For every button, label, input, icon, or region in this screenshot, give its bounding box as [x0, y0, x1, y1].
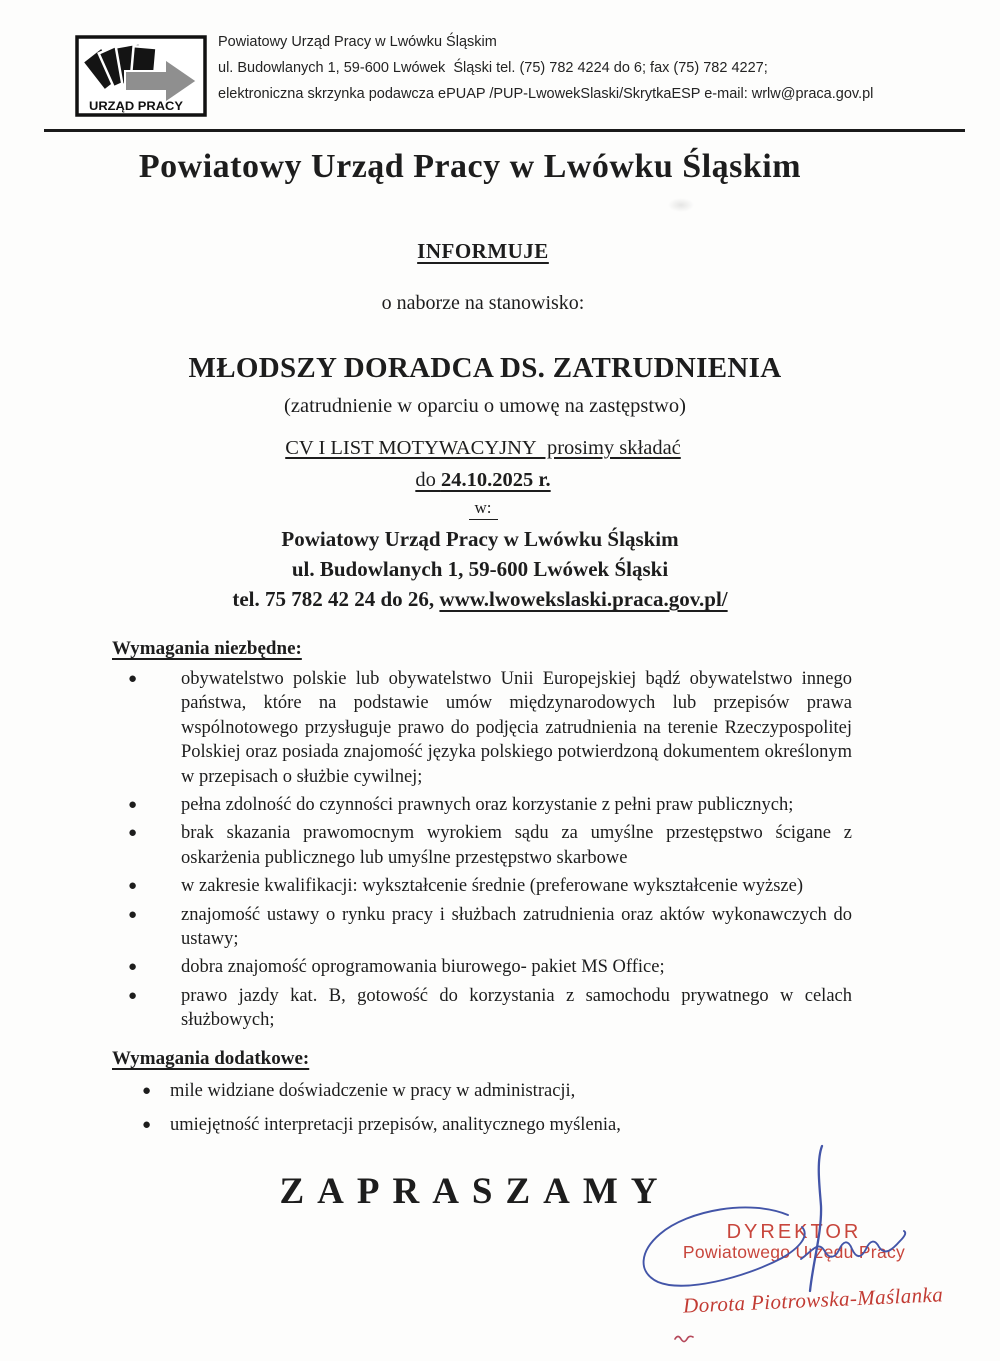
scan-mark-stroke: [675, 1336, 693, 1341]
bullet-icon: ●: [128, 671, 138, 687]
list-item: [112, 667, 852, 789]
logo-caption: URZĄD PRACY: [89, 99, 183, 113]
additional-heading: Wymagania dodatkowe:: [112, 1048, 310, 1069]
letterhead-divider: [44, 129, 965, 132]
deadline-line: [0, 469, 966, 492]
informs-label: INFORMUJE: [417, 239, 549, 263]
deadline-prefix: do: [415, 469, 441, 491]
list-item: [112, 874, 852, 898]
submit-instruction: CV I LIST MOTYWACYJNY prosimy składać: [285, 437, 681, 459]
stamp-title: DYREKTOR: [726, 1221, 862, 1243]
list-item: [112, 821, 852, 870]
requirement-text: pełna zdolność do czynności prawnych oraz korzystanie z pełni praw publicznych;: [181, 795, 794, 816]
signature-loop-stroke: [644, 1207, 805, 1285]
list-item: [112, 793, 852, 817]
position-note: (zatrudnienie w oparciu o umowę na zastępstwo): [284, 395, 686, 417]
closing-invitation: ZAPRASZAMY: [279, 1171, 671, 1212]
scan-mark-icon: [668, 1328, 708, 1346]
bullet-icon: ●: [128, 825, 138, 842]
list-item: [112, 984, 852, 1033]
requirement-text: prawo jazdy kat. B, gotowość do korzystania z samochodu prywatnego w celach służbowych;: [181, 985, 852, 1031]
additional-text: mile widziane doświadczenie w pracy w administracji,: [170, 1081, 576, 1101]
bullet-icon: ●: [128, 797, 138, 814]
additional-text: umiejętność interpretacji przepisów, analitycznego myślenia,: [170, 1115, 621, 1136]
bullet-icon: ●: [128, 906, 138, 923]
bullet-icon: ●: [128, 878, 138, 895]
bullet-icon: ●: [142, 1117, 152, 1134]
document-title: Powiatowy Urząd Pracy w Lwówku Śląskim: [138, 148, 802, 185]
letterhead-epuap-email: elektroniczna skrzynka podawcza ePUAP /PUP-LwowekSlaski/SkrytkaESP e-mail: wrlw@praca.gov.pl: [218, 86, 874, 102]
requirement-text: brak skazania prawomocnym wyrokiem sądu za umyślne przestępstwo ścigane z oskarżenia publicznego lub umyślne przestępstwo skarbowe: [181, 823, 852, 868]
in-label-line: [0, 498, 966, 520]
office-website-url: www.lwowekslaski.praca.gov.pl/: [439, 587, 728, 611]
signature-vertical-stroke: [810, 1146, 822, 1291]
bullet-icon: ●: [128, 987, 138, 1004]
list-item: [112, 955, 852, 979]
urzad-pracy-logo: [75, 35, 207, 117]
handwritten-signature: [600, 1128, 960, 1313]
office-name: Powiatowy Urząd Pracy w Lwówku Śląskim: [281, 527, 679, 551]
list-item: [112, 903, 852, 952]
office-phone: tel. 75 782 42 24 do 26,: [232, 587, 440, 611]
requirement-text: obywatelstwo polskie lub obywatelstwo Unii Europejskiej bądź obywatelstwo innego państwa, które na podstawie umów międzynarodowych lub przepisów prawa wspólnotowego przysługuje prawo do podjęcia zatrudnienia na terenie Rzeczypospolitej Polskiej oraz posiada znajomość języka polskiego potwierdzoną dokumentem określonym w przepisach o służbie cywilnej;: [181, 669, 852, 787]
requirement-text: znajomość ustawy o rynku pracy i służbach zatrudnienia oraz aktów wykonawczych do ustawy;: [181, 904, 852, 950]
office-phone-website: [0, 587, 960, 612]
stamp-organization: Powiatowego Urzędu Pracy: [682, 1242, 906, 1262]
bullet-icon: ●: [142, 1083, 152, 1099]
letterhead-address-phone: ul. Budowlanych 1, 59-600 Lwówek Śląski tel. (75) 782 4224 do 6; fax (75) 782 4227;: [218, 60, 768, 76]
requirement-text: w zakresie kwalifikacji: wykształcenie średnie (preferowane wykształcenie wyższe): [181, 876, 804, 897]
intro-line: o naborze na stanowisko:: [381, 292, 585, 314]
requirements-heading: Wymagania niezbędne:: [112, 638, 302, 659]
signer-name-stamp: Dorota Piotrowska-Maślanka: [682, 1282, 944, 1318]
letterhead-office-name: Powiatowy Urząd Pracy w Lwówku Śląskim: [218, 34, 497, 50]
letterhead-contact-block: [218, 29, 938, 107]
bullet-icon: ●: [128, 959, 138, 976]
list-item: [138, 1079, 758, 1103]
office-street: ul. Budowlanych 1, 59-600 Lwówek Śląski: [291, 557, 669, 581]
requirement-text: dobra znajomość oprogramowania biurowego- pakiet MS Office;: [181, 957, 665, 978]
in-label: w:: [469, 498, 498, 520]
position-title: MŁODSZY DORADCA DS. ZATRUDNIENIA: [188, 352, 782, 384]
requirements-list: [112, 667, 852, 1037]
deadline-date: 24.10.2025 r.: [440, 469, 551, 491]
scan-artifact: [668, 198, 694, 212]
